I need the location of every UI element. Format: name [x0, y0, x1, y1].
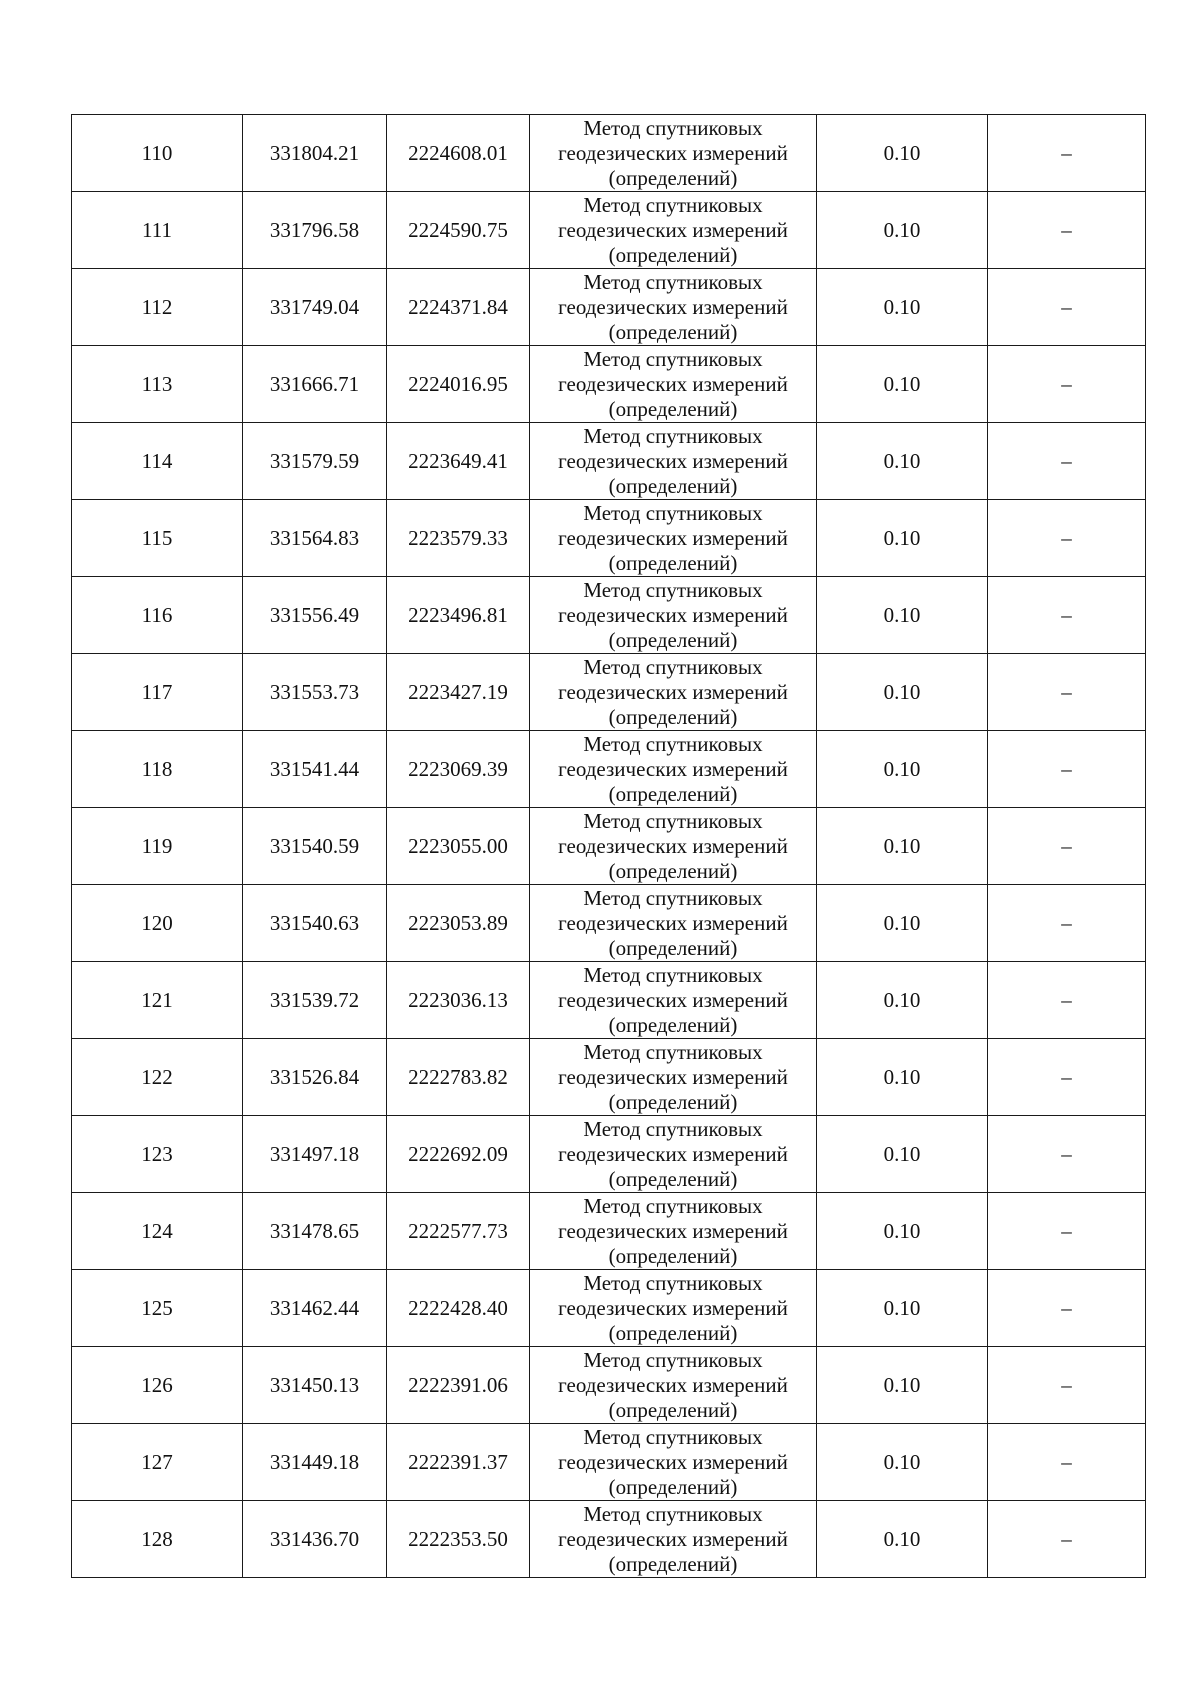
y-coordinate-cell: 2223427.19 [387, 654, 530, 731]
table-row [72, 192, 1146, 269]
y-coordinate-cell: 2222428.40 [387, 1270, 530, 1347]
method-text-line: (определений) [608, 396, 738, 421]
y-coordinate-cell: 2222353.50 [387, 1501, 530, 1578]
method-text-line: (определений) [608, 627, 738, 652]
y-coordinate-cell: 2223036.13 [387, 962, 530, 1039]
method-text-line: геодезических измерений [558, 525, 788, 550]
note-cell: – [988, 269, 1146, 346]
method-cell [530, 731, 817, 808]
method-cell [530, 500, 817, 577]
y-coordinate-cell: 2222692.09 [387, 1116, 530, 1193]
table-row [72, 808, 1146, 885]
method-text-line: Метод спутниковых [583, 1193, 763, 1218]
y-coordinate-cell: 2223055.00 [387, 808, 530, 885]
accuracy-cell: 0.10 [817, 115, 988, 192]
method-text-line: Метод спутниковых [583, 885, 763, 910]
accuracy-cell: 0.10 [817, 423, 988, 500]
table-row [72, 500, 1146, 577]
method-cell [530, 423, 817, 500]
x-coordinate-cell: 331666.71 [243, 346, 387, 423]
method-cell [530, 1039, 817, 1116]
point-number-cell: 118 [72, 731, 243, 808]
method-text-line: Метод спутниковых [583, 423, 763, 448]
method-text-line: Метод спутниковых [583, 1270, 763, 1295]
method-cell [530, 115, 817, 192]
note-cell: – [988, 115, 1146, 192]
method-text-line: Метод спутниковых [583, 1116, 763, 1141]
table-row [72, 115, 1146, 192]
x-coordinate-cell: 331497.18 [243, 1116, 387, 1193]
method-cell [530, 346, 817, 423]
method-cell [530, 654, 817, 731]
table-row [72, 1270, 1146, 1347]
x-coordinate-cell: 331526.84 [243, 1039, 387, 1116]
accuracy-cell: 0.10 [817, 731, 988, 808]
x-coordinate-cell: 331556.49 [243, 577, 387, 654]
method-text-line: (определений) [608, 704, 738, 729]
method-cell [530, 1501, 817, 1578]
method-text-line: (определений) [608, 550, 738, 575]
method-text-line: (определений) [608, 781, 738, 806]
x-coordinate-cell: 331436.70 [243, 1501, 387, 1578]
point-number-cell: 120 [72, 885, 243, 962]
point-number-cell: 125 [72, 1270, 243, 1347]
note-cell: – [988, 808, 1146, 885]
method-text-line: геодезических измерений [558, 1218, 788, 1243]
point-number-cell: 110 [72, 115, 243, 192]
method-cell [530, 1193, 817, 1270]
method-text-line: (определений) [608, 473, 738, 498]
note-cell: – [988, 962, 1146, 1039]
table-row [72, 1116, 1146, 1193]
accuracy-cell: 0.10 [817, 346, 988, 423]
method-text-line: геодезических измерений [558, 1526, 788, 1551]
table-row [72, 1193, 1146, 1270]
note-cell: – [988, 577, 1146, 654]
method-text-line: Метод спутниковых [583, 808, 763, 833]
accuracy-cell: 0.10 [817, 654, 988, 731]
method-text-line: геодезических измерений [558, 371, 788, 396]
x-coordinate-cell: 331564.83 [243, 500, 387, 577]
point-number-cell: 128 [72, 1501, 243, 1578]
method-text-line: геодезических измерений [558, 987, 788, 1012]
note-cell: – [988, 1193, 1146, 1270]
point-number-cell: 126 [72, 1347, 243, 1424]
y-coordinate-cell: 2223649.41 [387, 423, 530, 500]
method-cell [530, 577, 817, 654]
x-coordinate-cell: 331478.65 [243, 1193, 387, 1270]
note-cell: – [988, 1039, 1146, 1116]
table-row [72, 962, 1146, 1039]
method-text-line: геодезических измерений [558, 294, 788, 319]
point-number-cell: 121 [72, 962, 243, 1039]
accuracy-cell: 0.10 [817, 1193, 988, 1270]
point-number-cell: 112 [72, 269, 243, 346]
point-number-cell: 116 [72, 577, 243, 654]
point-number-cell: 114 [72, 423, 243, 500]
method-text-line: геодезических измерений [558, 833, 788, 858]
point-number-cell: 117 [72, 654, 243, 731]
accuracy-cell: 0.10 [817, 1501, 988, 1578]
method-text-line: (определений) [608, 1397, 738, 1422]
x-coordinate-cell: 331540.63 [243, 885, 387, 962]
method-text-line: (определений) [608, 858, 738, 883]
note-cell: – [988, 500, 1146, 577]
note-cell: – [988, 346, 1146, 423]
table-row [72, 577, 1146, 654]
method-text-line: геодезических измерений [558, 756, 788, 781]
note-cell: – [988, 654, 1146, 731]
y-coordinate-cell: 2223579.33 [387, 500, 530, 577]
method-text-line: (определений) [608, 1012, 738, 1037]
method-text-line: (определений) [608, 1089, 738, 1114]
method-cell [530, 962, 817, 1039]
method-text-line: (определений) [608, 165, 738, 190]
method-cell [530, 269, 817, 346]
y-coordinate-cell: 2223496.81 [387, 577, 530, 654]
y-coordinate-cell: 2222391.06 [387, 1347, 530, 1424]
method-text-line: геодезических измерений [558, 1141, 788, 1166]
point-number-cell: 113 [72, 346, 243, 423]
x-coordinate-cell: 331796.58 [243, 192, 387, 269]
y-coordinate-cell: 2222783.82 [387, 1039, 530, 1116]
x-coordinate-cell: 331804.21 [243, 115, 387, 192]
x-coordinate-cell: 331541.44 [243, 731, 387, 808]
method-text-line: Метод спутниковых [583, 1424, 763, 1449]
y-coordinate-cell: 2223053.89 [387, 885, 530, 962]
y-coordinate-cell: 2222391.37 [387, 1424, 530, 1501]
table-row [72, 1424, 1146, 1501]
point-number-cell: 127 [72, 1424, 243, 1501]
method-text-line: геодезических измерений [558, 1064, 788, 1089]
method-text-line: Метод спутниковых [583, 192, 763, 217]
method-text-line: Метод спутниковых [583, 1039, 763, 1064]
method-text-line: геодезических измерений [558, 448, 788, 473]
accuracy-cell: 0.10 [817, 500, 988, 577]
coordinates-table-body [72, 115, 1146, 1578]
y-coordinate-cell: 2222577.73 [387, 1193, 530, 1270]
method-text-line: Метод спутниковых [583, 346, 763, 371]
method-text-line: Метод спутниковых [583, 115, 763, 140]
method-text-line: Метод спутниковых [583, 654, 763, 679]
method-text-line: геодезических измерений [558, 140, 788, 165]
point-number-cell: 122 [72, 1039, 243, 1116]
accuracy-cell: 0.10 [817, 269, 988, 346]
method-text-line: (определений) [608, 242, 738, 267]
accuracy-cell: 0.10 [817, 192, 988, 269]
table-row [72, 346, 1146, 423]
table-row [72, 654, 1146, 731]
x-coordinate-cell: 331449.18 [243, 1424, 387, 1501]
table-row [72, 1347, 1146, 1424]
method-text-line: геодезических измерений [558, 602, 788, 627]
table-row [72, 1039, 1146, 1116]
point-number-cell: 124 [72, 1193, 243, 1270]
accuracy-cell: 0.10 [817, 962, 988, 1039]
method-cell [530, 1270, 817, 1347]
method-cell [530, 808, 817, 885]
method-text-line: Метод спутниковых [583, 269, 763, 294]
method-text-line: (определений) [608, 1166, 738, 1191]
note-cell: – [988, 731, 1146, 808]
method-cell [530, 885, 817, 962]
method-cell [530, 1116, 817, 1193]
method-text-line: (определений) [608, 1551, 738, 1576]
x-coordinate-cell: 331450.13 [243, 1347, 387, 1424]
method-text-line: Метод спутниковых [583, 962, 763, 987]
table-row [72, 269, 1146, 346]
x-coordinate-cell: 331462.44 [243, 1270, 387, 1347]
y-coordinate-cell: 2224016.95 [387, 346, 530, 423]
method-text-line: геодезических измерений [558, 910, 788, 935]
table-row [72, 731, 1146, 808]
method-text-line: (определений) [608, 935, 738, 960]
method-text-line: Метод спутниковых [583, 1501, 763, 1526]
point-number-cell: 123 [72, 1116, 243, 1193]
point-number-cell: 119 [72, 808, 243, 885]
note-cell: – [988, 1347, 1146, 1424]
method-text-line: геодезических измерений [558, 679, 788, 704]
method-text-line: геодезических измерений [558, 1449, 788, 1474]
accuracy-cell: 0.10 [817, 1270, 988, 1347]
x-coordinate-cell: 331539.72 [243, 962, 387, 1039]
table-row [72, 423, 1146, 500]
accuracy-cell: 0.10 [817, 1347, 988, 1424]
y-coordinate-cell: 2224371.84 [387, 269, 530, 346]
method-text-line: геодезических измерений [558, 1295, 788, 1320]
method-text-line: геодезических измерений [558, 217, 788, 242]
point-number-cell: 115 [72, 500, 243, 577]
y-coordinate-cell: 2224608.01 [387, 115, 530, 192]
note-cell: – [988, 1270, 1146, 1347]
method-text-line: (определений) [608, 319, 738, 344]
note-cell: – [988, 1501, 1146, 1578]
method-text-line: Метод спутниковых [583, 1347, 763, 1372]
method-cell [530, 192, 817, 269]
accuracy-cell: 0.10 [817, 1424, 988, 1501]
method-text-line: (определений) [608, 1474, 738, 1499]
method-text-line: Метод спутниковых [583, 577, 763, 602]
method-text-line: Метод спутниковых [583, 731, 763, 756]
y-coordinate-cell: 2223069.39 [387, 731, 530, 808]
method-text-line: Метод спутниковых [583, 500, 763, 525]
x-coordinate-cell: 331540.59 [243, 808, 387, 885]
note-cell: – [988, 885, 1146, 962]
method-text-line: (определений) [608, 1243, 738, 1268]
point-number-cell: 111 [72, 192, 243, 269]
table-row [72, 885, 1146, 962]
method-cell [530, 1424, 817, 1501]
accuracy-cell: 0.10 [817, 577, 988, 654]
method-text-line: (определений) [608, 1320, 738, 1345]
method-text-line: геодезических измерений [558, 1372, 788, 1397]
note-cell: – [988, 1424, 1146, 1501]
coordinates-table [71, 114, 1146, 1578]
x-coordinate-cell: 331579.59 [243, 423, 387, 500]
note-cell: – [988, 423, 1146, 500]
x-coordinate-cell: 331749.04 [243, 269, 387, 346]
note-cell: – [988, 1116, 1146, 1193]
accuracy-cell: 0.10 [817, 885, 988, 962]
x-coordinate-cell: 331553.73 [243, 654, 387, 731]
method-cell [530, 1347, 817, 1424]
accuracy-cell: 0.10 [817, 1039, 988, 1116]
accuracy-cell: 0.10 [817, 808, 988, 885]
accuracy-cell: 0.10 [817, 1116, 988, 1193]
y-coordinate-cell: 2224590.75 [387, 192, 530, 269]
table-row [72, 1501, 1146, 1578]
note-cell: – [988, 192, 1146, 269]
